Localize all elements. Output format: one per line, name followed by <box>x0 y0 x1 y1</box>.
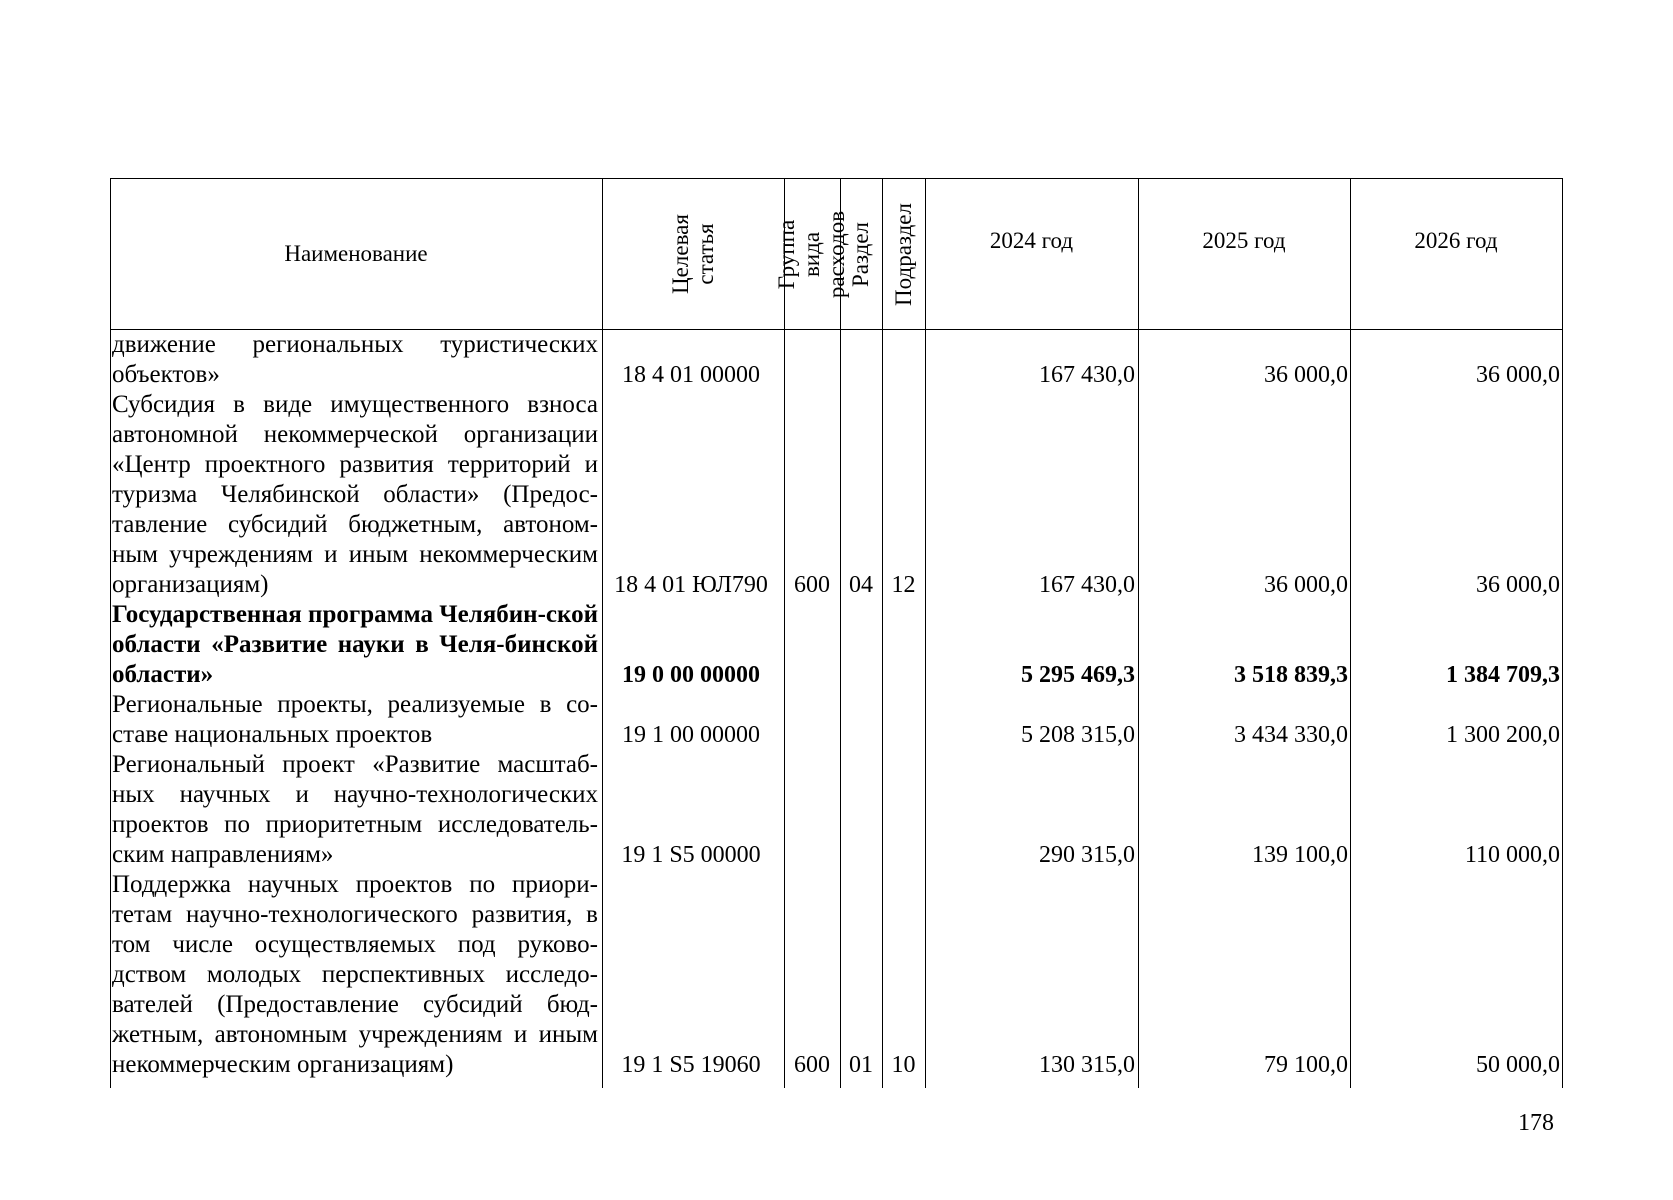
row-2024: 167 430,0 <box>1039 362 1135 388</box>
row-code: 19 1 S5 00000 <box>621 842 761 868</box>
header-subsection <box>882 178 925 330</box>
row-2026: 36 000,0 <box>1476 572 1560 598</box>
row-2026: 36 000,0 <box>1476 362 1560 388</box>
border-right <box>1562 178 1563 1088</box>
header-target-article-label: Целевая статья <box>668 214 718 294</box>
row-2026: 110 000,0 <box>1464 842 1560 868</box>
row-name: Государственная программа Челябин-ской области «Развитие науки в Челя-бинской области» <box>112 601 598 688</box>
row-2025: 36 000,0 <box>1264 572 1348 598</box>
header-section-label: Раздел <box>848 221 874 287</box>
budget-table <box>110 178 1562 1088</box>
row-2024: 5 295 469,3 <box>1021 662 1135 688</box>
header-name: Наименование <box>284 241 428 266</box>
header-target-article <box>602 178 784 330</box>
row-subsection: 12 <box>891 572 916 598</box>
row-2026: 50 000,0 <box>1476 1052 1560 1078</box>
row-code: 19 0 00 00000 <box>622 662 760 688</box>
row-code: 19 1 00 00000 <box>622 722 760 748</box>
header-section <box>840 178 882 330</box>
header-expense-group-label: Группа вида расходов <box>774 210 850 298</box>
row-2025: 139 100,0 <box>1252 842 1348 868</box>
row-section: 01 <box>849 1052 873 1078</box>
row-2024: 290 315,0 <box>1039 842 1135 868</box>
header-2025: 2025 год <box>1202 228 1286 253</box>
header-subsection-label: Подраздел <box>891 202 917 306</box>
row-name: Региональный проект «Развитие масштаб-ных научных и научно-технологических проектов по приоритетным исследователь-ским направлениям» <box>112 751 598 868</box>
row-name: Региональные проекты, реализуемые в со-ставе национальных проектов <box>112 691 598 748</box>
row-2025: 36 000,0 <box>1264 362 1348 388</box>
row-2024: 5 208 315,0 <box>1021 722 1135 748</box>
row-name: Поддержка научных проектов по приори-тетам научно-технологического развития, в том числе осуществляемых под руково-дством молодых перспективных исследо-вателей (Предоставление субсидий бюд-жетным, автономным учреждениям и иным некоммерческим организациям) <box>112 871 598 1078</box>
row-name: Субсидия в виде имущественного взноса автономной некоммерческой организации «Центр проектного развития территорий и туризма Челябинской области» (Предос-тавление субсидий бюджетным, автоном-ным учреждениям и иным некоммерческим организациям) <box>112 391 598 598</box>
row-code: 18 4 01 ЮЛ790 <box>614 572 768 598</box>
row-2024: 130 315,0 <box>1039 1052 1135 1078</box>
header-expense-group <box>774 178 850 330</box>
row-2025: 3 518 839,3 <box>1234 662 1348 688</box>
page-number: 178 <box>1518 1110 1554 1136</box>
row-code: 18 4 01 00000 <box>622 362 760 388</box>
row-2026: 1 384 709,3 <box>1446 662 1560 688</box>
header-2024: 2024 год <box>989 228 1074 253</box>
header-2026: 2026 год <box>1414 228 1498 253</box>
row-group: 600 <box>794 572 830 598</box>
row-name: движение региональных туристических объектов» <box>112 331 598 388</box>
row-section: 04 <box>849 572 873 598</box>
row-2025: 3 434 330,0 <box>1234 722 1348 748</box>
row-2025: 79 100,0 <box>1264 1052 1348 1078</box>
row-group: 600 <box>794 1052 830 1078</box>
row-subsection: 10 <box>891 1052 916 1078</box>
row-code: 19 1 S5 19060 <box>621 1052 761 1078</box>
row-2024: 167 430,0 <box>1039 572 1135 598</box>
row-2026: 1 300 200,0 <box>1446 722 1560 748</box>
